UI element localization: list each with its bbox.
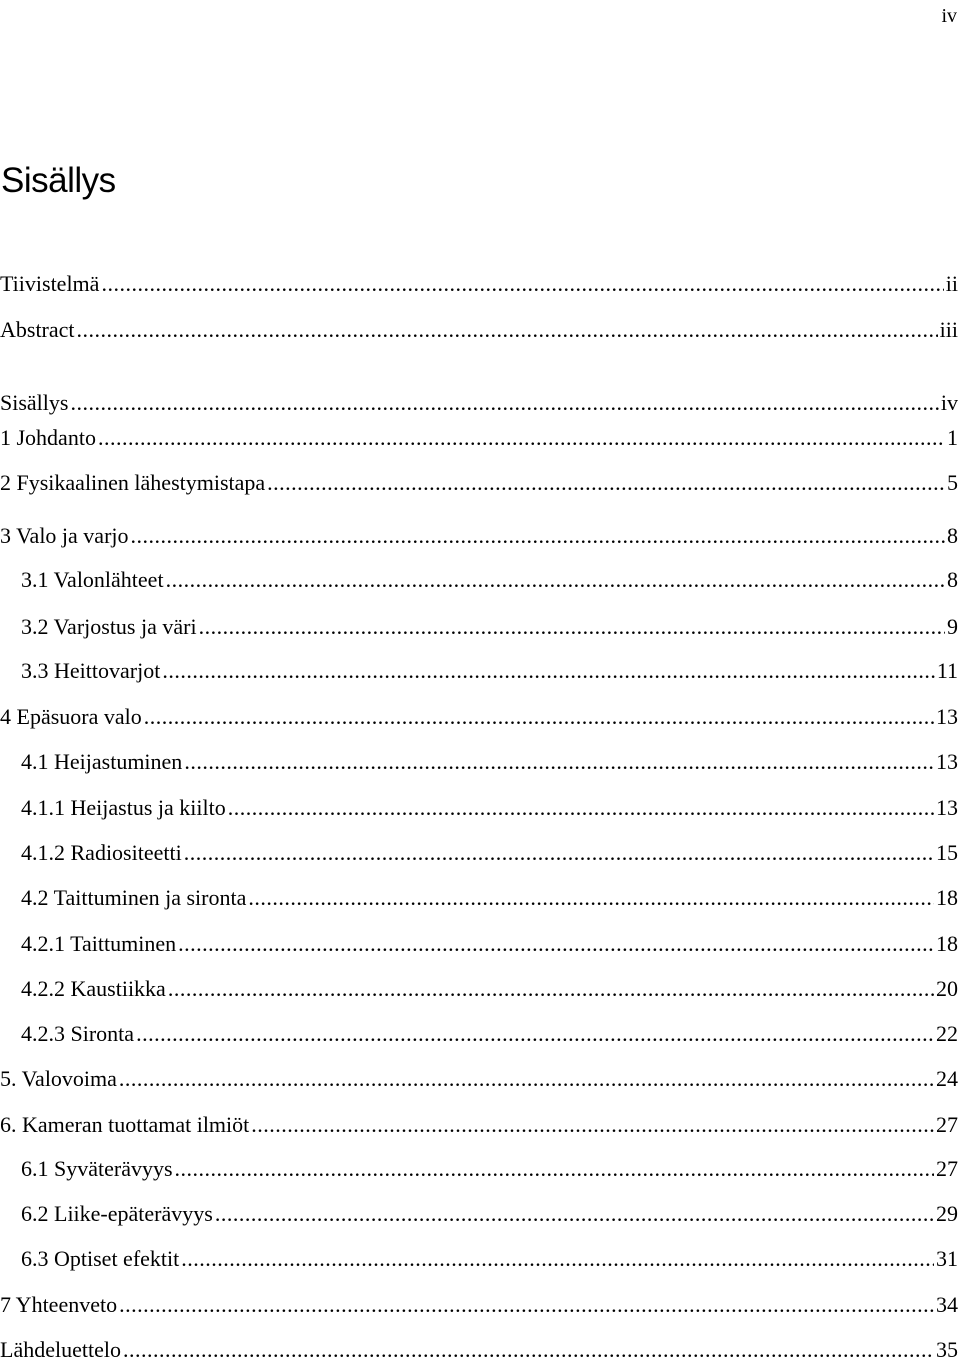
toc-entry[interactable] xyxy=(0,563,960,597)
toc-entry-label: 7 Yhteenveto xyxy=(0,1292,118,1317)
toc-dot-leader xyxy=(175,1152,934,1186)
toc-entry-page-number: 8 xyxy=(947,567,958,592)
toc-entry-label: 3.1 Valonlähteet xyxy=(21,567,164,592)
toc-entry-page-number: 20 xyxy=(936,976,958,1001)
toc-entry-label: 4.1.2 Radiositeetti xyxy=(21,840,182,865)
toc-entry-label: 6.1 Syväterävyys xyxy=(21,1156,173,1181)
toc-dot-leader xyxy=(98,421,945,455)
toc-entry[interactable] xyxy=(0,700,960,734)
toc-entry-page-number: 34 xyxy=(936,1292,958,1317)
toc-entry-page-number: 18 xyxy=(936,931,958,956)
toc-entry-page-number: 13 xyxy=(936,749,958,774)
toc-entry-page-number: ii xyxy=(945,271,958,296)
toc-dot-leader xyxy=(215,1197,934,1231)
toc-entry[interactable] xyxy=(0,386,960,420)
toc-entry-label: 4.2.2 Kaustiikka xyxy=(21,976,166,1001)
toc-entry[interactable] xyxy=(0,267,960,301)
toc-dot-leader xyxy=(70,386,938,420)
toc-dot-leader xyxy=(101,267,943,301)
toc-dot-leader xyxy=(77,313,938,347)
toc-entry[interactable] xyxy=(0,972,960,1006)
toc-entry-page-number: 8 xyxy=(947,523,958,548)
toc-entry-page-number: 13 xyxy=(936,795,958,820)
toc-entry[interactable] xyxy=(0,791,960,825)
toc-entry[interactable] xyxy=(0,881,960,915)
toc-dot-leader xyxy=(144,700,934,734)
toc-entry-label: Abstract xyxy=(0,317,75,342)
toc-entry[interactable] xyxy=(0,466,960,500)
toc-entry-page-number: 27 xyxy=(936,1156,958,1181)
toc-dot-leader xyxy=(119,1288,934,1322)
toc-entry[interactable] xyxy=(0,313,960,347)
toc-dot-leader xyxy=(178,927,934,961)
toc-entry[interactable] xyxy=(0,1017,960,1051)
toc-dot-leader xyxy=(162,654,935,688)
toc-entry[interactable] xyxy=(0,1197,960,1231)
toc-entry-label: 3.3 Heittovarjot xyxy=(21,658,161,683)
toc-dot-leader xyxy=(251,1108,934,1142)
toc-entry-page-number: 5 xyxy=(947,470,958,495)
toc-entry-page-number: 24 xyxy=(936,1066,958,1091)
toc-entry-label: Tiivistelmä xyxy=(0,271,100,296)
toc-entry-page-number: 27 xyxy=(936,1112,958,1137)
toc-dot-leader xyxy=(168,972,934,1006)
page-number: iv xyxy=(941,5,957,27)
toc-entry-page-number: 29 xyxy=(936,1201,958,1226)
toc-dot-leader xyxy=(184,745,934,779)
toc-entry[interactable] xyxy=(0,836,960,870)
toc-dot-leader xyxy=(181,1242,934,1276)
page-title: Sisällys xyxy=(1,161,116,200)
toc-entry-page-number: 9 xyxy=(947,614,958,639)
toc-dot-leader xyxy=(184,836,934,870)
toc-entry-label: 1 Johdanto xyxy=(0,425,96,450)
toc-dot-leader xyxy=(136,1017,934,1051)
toc-dot-leader xyxy=(267,466,945,500)
toc-dot-leader xyxy=(131,519,945,553)
toc-entry[interactable] xyxy=(0,421,960,455)
toc-entry-label: 6. Kameran tuottamat ilmiöt xyxy=(0,1112,250,1137)
toc-dot-leader xyxy=(199,610,945,644)
toc-entry-label: 4.2.1 Taittuminen xyxy=(21,931,177,956)
toc-entry[interactable] xyxy=(0,610,960,644)
toc-entry-page-number: iv xyxy=(940,390,958,415)
toc-entry-label: 5. Valovoima xyxy=(0,1066,117,1091)
toc-entry[interactable] xyxy=(0,654,960,688)
toc-entry-page-number: 15 xyxy=(936,840,958,865)
toc-dot-leader xyxy=(248,881,934,915)
toc-entry-label: 4.2.3 Sironta xyxy=(21,1021,135,1046)
toc-entry[interactable] xyxy=(0,745,960,779)
toc-entry-page-number: 31 xyxy=(936,1246,958,1271)
toc-entry-label: 2 Fysikaalinen lähestymistapa xyxy=(0,470,266,495)
toc-entry[interactable] xyxy=(0,1062,960,1096)
toc-entry-page-number: 35 xyxy=(936,1337,958,1362)
toc-entry-label: Sisällys xyxy=(0,390,69,415)
toc-entry-page-number: 18 xyxy=(936,885,958,910)
toc-entry-label: 6.3 Optiset efektit xyxy=(21,1246,180,1271)
toc-entry-label: 4.1 Heijastuminen xyxy=(21,749,183,774)
toc-entry[interactable] xyxy=(0,1108,960,1142)
toc-entry[interactable] xyxy=(0,1152,960,1186)
toc-entry-page-number: 1 xyxy=(947,425,958,450)
toc-entry[interactable] xyxy=(0,519,960,553)
toc-entry-label: 3.2 Varjostus ja väri xyxy=(21,614,197,639)
toc-entry-page-number: 22 xyxy=(936,1021,958,1046)
toc-entry-label: 4.1.1 Heijastus ja kiilto xyxy=(21,795,226,820)
toc-dot-leader xyxy=(228,791,934,825)
toc-dot-leader xyxy=(166,563,945,597)
toc-entry[interactable] xyxy=(0,927,960,961)
toc-entry-label: 6.2 Liike-epäterävyys xyxy=(21,1201,213,1226)
toc-entry[interactable] xyxy=(0,1242,960,1276)
toc-entry-label: 3 Valo ja varjo xyxy=(0,523,129,548)
toc-entry-page-number: 11 xyxy=(936,658,958,683)
toc-entry-label: 4 Epäsuora valo xyxy=(0,704,142,729)
toc-entry-page-number: iii xyxy=(939,317,958,342)
toc-entry-label: 4.2 Taittuminen ja sironta xyxy=(21,885,247,910)
toc-entry[interactable] xyxy=(0,1288,960,1322)
toc-entry-label: Lähdeluettelo xyxy=(0,1337,121,1362)
toc-dot-leader xyxy=(119,1062,934,1096)
toc-entry-page-number: 13 xyxy=(936,704,958,729)
